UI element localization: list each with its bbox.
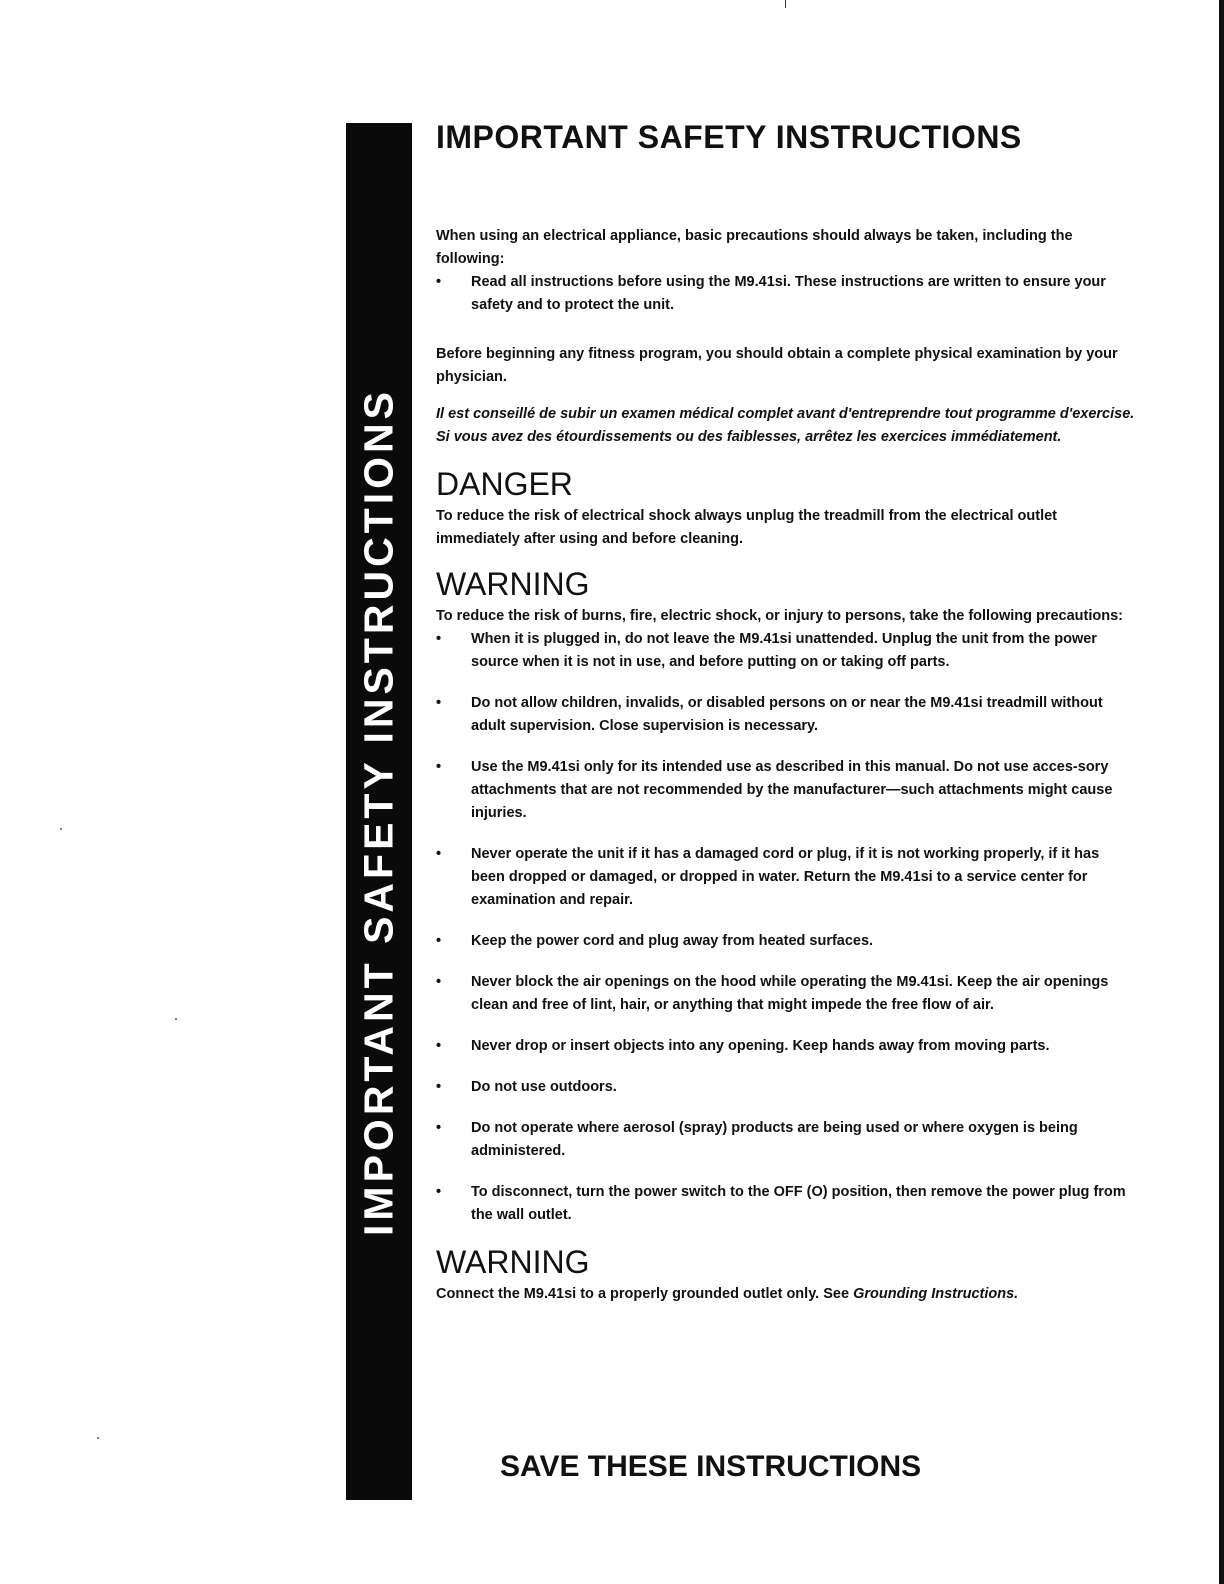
list-item-text: Use the M9.41si only for its intended use as described in this manual. Do not use acces-sory attachments that are not recommended by the manufacturer—such attachments might cause injuries.	[471, 759, 1113, 821]
bullet-icon: •	[436, 759, 442, 775]
list-item	[436, 1076, 1136, 1099]
bullet-icon: •	[436, 1184, 442, 1200]
list-item	[436, 1035, 1136, 1058]
list-item	[436, 692, 1136, 738]
list-item	[436, 628, 1136, 674]
list-item-text: Read all instructions before using the M9.41si. These instructions are written to ensure your safety and to protect the unit.	[471, 274, 1106, 313]
warning-paragraph: To reduce the risk of burns, fire, electric shock, or injury to persons, take the following precautions:	[436, 608, 1124, 624]
bullet-icon: •	[436, 695, 442, 711]
bullet-icon: •	[436, 1120, 442, 1136]
list-item-text: Do not operate where aerosol (spray) products are being used or where oxygen is being administered.	[471, 1120, 1078, 1159]
list-item	[436, 971, 1136, 1017]
grounding-warning-heading: WARNING	[436, 1244, 590, 1280]
bullet-icon: •	[436, 846, 442, 862]
grounding-warning-paragraph	[436, 1283, 1136, 1306]
grounding-warning-text: Connect the M9.41si to a properly grounded outlet only. See	[436, 1286, 850, 1302]
list-item	[436, 843, 1136, 912]
grounding-instructions-reference: Grounding Instructions.	[853, 1286, 1019, 1302]
scan-speck	[97, 1437, 99, 1439]
bullet-icon: •	[436, 631, 442, 647]
list-item-text: Do not use outdoors.	[471, 1079, 617, 1095]
warning-bullet-list	[436, 628, 1136, 1227]
side-banner-text: IMPORTANT SAFETY INSTRUCTIONS	[355, 387, 402, 1236]
french-paragraph: Il est conseillé de subir un examen médical complet avant d'entreprendre tout programme d'exercise. Si vous avez des étourdissements ou des faiblesses, arrêtez les exercices immédiatement.	[436, 406, 1135, 445]
save-instructions-footer: SAVE THESE INSTRUCTIONS	[500, 1450, 922, 1483]
list-item-text: To disconnect, turn the power switch to the OFF (O) position, then remove the power plug from the wall outlet.	[471, 1184, 1126, 1223]
bullet-icon: •	[436, 1079, 442, 1095]
intro-paragraph: When using an electrical appliance, basic precautions should always be taken, including the following:	[436, 228, 1073, 267]
bullet-icon: •	[436, 933, 442, 949]
list-item-text: Do not allow children, invalids, or disabled persons on or near the M9.41si treadmill without adult supervision. Close supervision is necessary.	[471, 695, 1103, 734]
bullet-icon: •	[436, 1038, 442, 1054]
danger-paragraph: To reduce the risk of electrical shock always unplug the treadmill from the electrical outlet immediately after using and before cleaning.	[436, 508, 1057, 547]
list-item-text: Keep the power cord and plug away from heated surfaces.	[471, 933, 874, 949]
safety-content	[436, 112, 1136, 1306]
bullet-icon: •	[436, 274, 442, 290]
scan-speck	[60, 828, 62, 830]
list-item	[436, 1117, 1136, 1163]
list-item-text: Never block the air openings on the hood while operating the M9.41si. Keep the air openings clean and free of lint, hair, or anything that might impede the free flow of air.	[471, 974, 1109, 1013]
page-title: IMPORTANT SAFETY INSTRUCTIONS	[436, 119, 1022, 155]
physician-paragraph: Before beginning any fitness program, you should obtain a complete physical examination by your physician.	[436, 346, 1118, 385]
side-banner	[346, 123, 412, 1500]
scan-right-edge	[1219, 0, 1224, 1584]
bullet-icon: •	[436, 974, 442, 990]
list-item-text: Never drop or insert objects into any opening. Keep hands away from moving parts.	[471, 1038, 1050, 1054]
danger-heading: DANGER	[436, 466, 573, 502]
scan-edge-tick	[785, 0, 786, 8]
intro-bullet-list	[436, 271, 1136, 317]
scan-speck	[175, 1018, 177, 1020]
list-item-text: Never operate the unit if it has a damaged cord or plug, if it is not working properly, if it has been dropped or damaged, or dropped in water. Return the M9.41si to a service center for examination and repair.	[471, 846, 1100, 908]
list-item	[436, 1181, 1136, 1227]
list-item	[436, 930, 1136, 953]
list-item	[436, 271, 1136, 317]
warning-heading: WARNING	[436, 566, 590, 602]
list-item-text: When it is plugged in, do not leave the M9.41si unattended. Unplug the unit from the power source when it is not in use, and before putting on or taking off parts.	[471, 631, 1097, 670]
list-item	[436, 756, 1136, 825]
